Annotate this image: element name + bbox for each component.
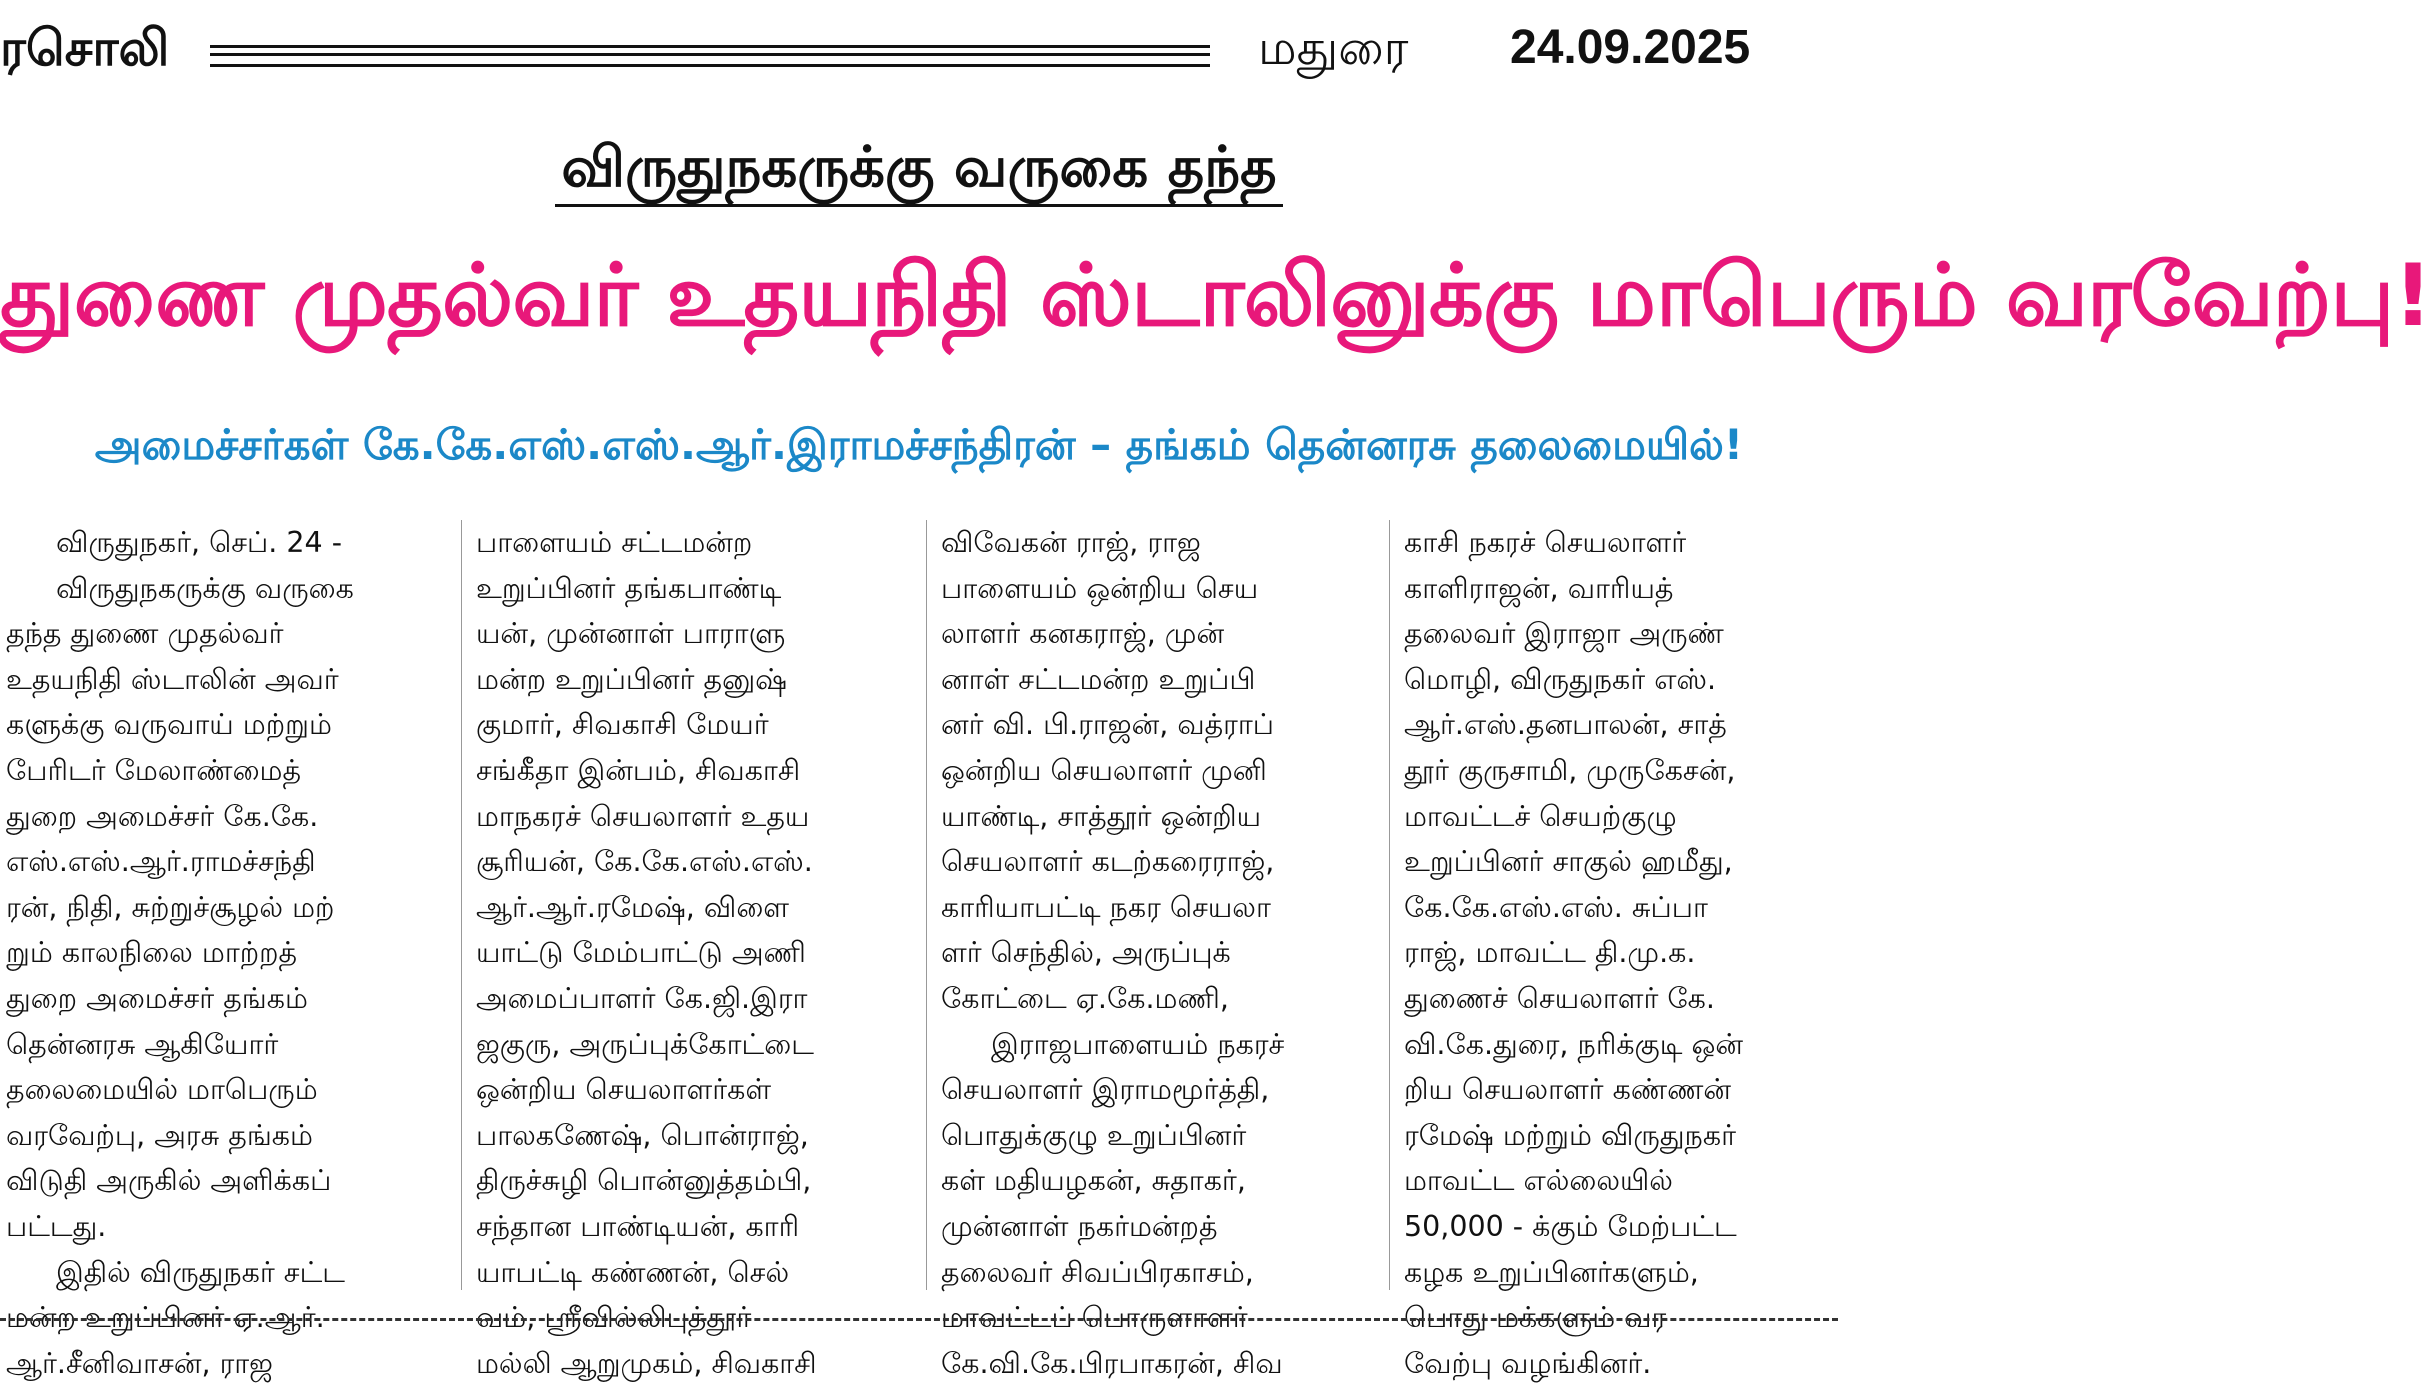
article-line: தலைவர் சிவப்பிரகாசம், <box>941 1255 1254 1289</box>
article-line: முன்னாள் நகர்மன்றத் <box>941 1209 1218 1243</box>
article-line: சந்தான பாண்டியன், காரி <box>476 1209 800 1243</box>
article-line: வி.கே.துரை, நரிக்குடி ஒன் <box>1404 1027 1743 1061</box>
main-headline: துணை முதல்வர் உதயநிதி ஸ்டாலினுக்கு மாபெரும் வரவேற்பு! <box>0 246 2432 346</box>
article-line: பாளையம் சட்டமன்ற <box>476 526 753 559</box>
article-line: ஆர்.எஸ்.தனபாலன், சாத் <box>1404 708 1727 742</box>
article-line: விருதுநகருக்கு வருகை <box>56 571 354 605</box>
article-line: கே.வி.கே.பிரபாகரன், சிவ <box>941 1346 1283 1380</box>
article-line: மாவட்ட எல்லையில் <box>1404 1164 1673 1198</box>
article-line: காளிராஜன், வாரியத் <box>1404 571 1674 605</box>
article-line: ஒன்றிய செயலாளர்கள் <box>476 1073 772 1107</box>
article-line: மாநகரச் செயலாளர் உதய <box>476 799 810 833</box>
article-line: மாவட்டப் பொருளாளர் <box>941 1301 1248 1335</box>
article-line: உதயநிதி ஸ்டாலின் அவர் <box>6 662 339 696</box>
article-line: றும் காலநிலை மாற்றத் <box>6 936 298 970</box>
article-line: ஒன்றிய செயலாளர் முனி <box>941 753 1267 787</box>
article-line: காசி நகரச் செயலாளர் <box>1404 526 1687 559</box>
column-divider <box>926 520 927 1290</box>
article-line: விவேகன் ராஜ், ராஜ <box>941 526 1201 559</box>
article-line: மன்ற உறுப்பினர் தனுஷ் <box>476 662 788 696</box>
article-line: தந்த துணை முதல்வர் <box>6 617 284 651</box>
article-line: கோட்டை ஏ.கே.மணி, <box>941 981 1229 1015</box>
article-line: துறை அமைச்சர் கே.கே. <box>6 799 319 833</box>
article-line: வம், ஸ்ரீவில்லிபுத்தூர் <box>476 1301 752 1335</box>
article-line: யாட்டு மேம்பாட்டு அணி <box>476 936 806 970</box>
article-column-3 <box>941 520 1381 1386</box>
article-line: கே.கே.எஸ்.எஸ். சுப்பா <box>1404 890 1708 924</box>
article-column-1 <box>6 520 446 1386</box>
edition-city: மதுரை <box>1258 20 1409 76</box>
article-line: னர் வி. பி.ராஜன், வத்ராப் <box>941 708 1274 742</box>
edition-date: 24.09.2025 <box>1510 21 1751 74</box>
article-line: பாலகணேஷ், பொன்ராஜ், <box>476 1118 809 1152</box>
article-line: மொழி, விருதுநகர் எஸ். <box>1404 662 1717 696</box>
article-line: குமார், சிவகாசி மேயர் <box>476 708 769 742</box>
article-line: உறுப்பினர் தங்கபாண்டி <box>476 571 782 605</box>
article-line: தலைவர் இராஜா அருண் <box>1404 617 1724 651</box>
article-line: யாண்டி, சாத்தூர் ஒன்றிய <box>941 799 1262 833</box>
article-line: மன்ற உறுப்பினர் ஏ.ஆர். <box>6 1301 325 1335</box>
column-divider <box>461 520 462 1290</box>
article-line: பட்டது. <box>6 1209 107 1243</box>
article-line: பொது மக்களும் வர <box>1404 1301 1667 1335</box>
article-line: தூர் குருசாமி, முருகேசன், <box>1404 753 1736 787</box>
article-line: சங்கீதா இன்பம், சிவகாசி <box>476 753 801 787</box>
article-line: பாளையம் ஒன்றிய செய <box>941 571 1259 605</box>
article-line: விருதுநகர், செப். 24 - <box>56 526 342 559</box>
article-line: செயலாளர் இராமமூர்த்தி, <box>941 1073 1270 1107</box>
article-line: றிய செயலாளர் கண்ணன் <box>1404 1073 1732 1107</box>
article-line: யன், முன்னாள் பாராளு <box>476 617 786 651</box>
article-line: துணைச் செயலாளர் கே. <box>1404 981 1715 1015</box>
article-line: தலைமையில் மாபெரும் <box>6 1073 318 1107</box>
masthead <box>0 8 1838 88</box>
article-line: மாவட்டச் செயற்குழு <box>1404 799 1677 833</box>
article-line: எஸ்.எஸ்.ஆர்.ராமச்சந்தி <box>6 845 316 879</box>
column-divider <box>1389 520 1390 1290</box>
article-line: ரமேஷ் மற்றும் விருதுநகர் <box>1404 1118 1736 1152</box>
article-body <box>6 520 1834 1380</box>
article-line: அமைப்பாளர் கே.ஜி.இரா <box>476 981 808 1015</box>
article-column-2 <box>476 520 916 1386</box>
article-line: காரியாபட்டி நகர செயலா <box>941 890 1271 924</box>
article-line: கழக உறுப்பினர்களும், <box>1404 1255 1699 1289</box>
article-line: ரன், நிதி, சுற்றுச்சூழல் மற் <box>6 890 335 924</box>
article-line: கள் மதியழகன், சுதாகர், <box>941 1164 1246 1198</box>
article-line: ராஜ், மாவட்ட தி.மு.க. <box>1404 936 1696 970</box>
article-line: ஜகுரு, அருப்புக்கோட்டை <box>476 1027 814 1061</box>
article-line: செயலாளர் கடற்கரைராஜ், <box>941 845 1275 879</box>
article-line: வரவேற்பு, அரசு தங்கம் <box>6 1118 313 1152</box>
article-line: ஆர்.ஆர்.ரமேஷ், விளை <box>476 890 789 924</box>
article-line: 50,000 - க்கும் மேற்பட்ட <box>1404 1209 1737 1243</box>
article-line: பேரிடர் மேலாண்மைத் <box>6 753 302 787</box>
masthead-rule <box>210 45 1210 67</box>
sub-headline: அமைச்சர்கள் கே.கே.எஸ்.எஸ்.ஆர்.இராமச்சந்திரன் – தங்கம் தென்னரசு தலைமையில்! <box>94 420 1744 469</box>
article-line: பொதுக்குழு உறுப்பினர் <box>941 1118 1247 1152</box>
article-line: னாள் சட்டமன்ற உறுப்பி <box>941 662 1256 696</box>
article-line: உறுப்பினர் சாகுல் ஹமீது, <box>1404 845 1733 879</box>
article-line: வேற்பு வழங்கினர். <box>1404 1346 1652 1380</box>
article-line: ஆர்.சீனிவாசன், ராஜ <box>6 1346 273 1380</box>
article-line: யாபட்டி கண்ணன், செல் <box>476 1255 790 1289</box>
kicker-text: விருதுநகருக்கு வருகை தந்த <box>555 132 1282 207</box>
article-line: மல்லி ஆறுமுகம், சிவகாசி <box>476 1346 817 1380</box>
article-line: சூரியன், கே.கே.எஸ்.எஸ். <box>476 845 813 879</box>
article-line: தென்னரசு ஆகியோர் <box>6 1027 279 1061</box>
bottom-dashed-rule <box>0 1318 1838 1321</box>
article-line: லாளர் கனகராஜ், முன் <box>941 617 1225 651</box>
article-column-4 <box>1404 520 1844 1386</box>
article-line: இராஜபாளையம் நகரச் <box>991 1027 1285 1061</box>
article-line: துறை அமைச்சர் தங்கம் <box>6 981 308 1015</box>
kicker-heading <box>0 132 1838 207</box>
article-line: களுக்கு வருவாய் மற்றும் <box>6 708 332 742</box>
article-line: இதில் விருதுநகர் சட்ட <box>56 1255 345 1289</box>
article-line: விடுதி அருகில் அளிக்கப் <box>6 1164 332 1198</box>
newspaper-name: ரசொலி <box>0 19 170 77</box>
article-line: திருச்சுழி பொன்னுத்தம்பி, <box>476 1164 812 1198</box>
article-line: ளர் செந்தில், அருப்புக் <box>941 936 1231 970</box>
